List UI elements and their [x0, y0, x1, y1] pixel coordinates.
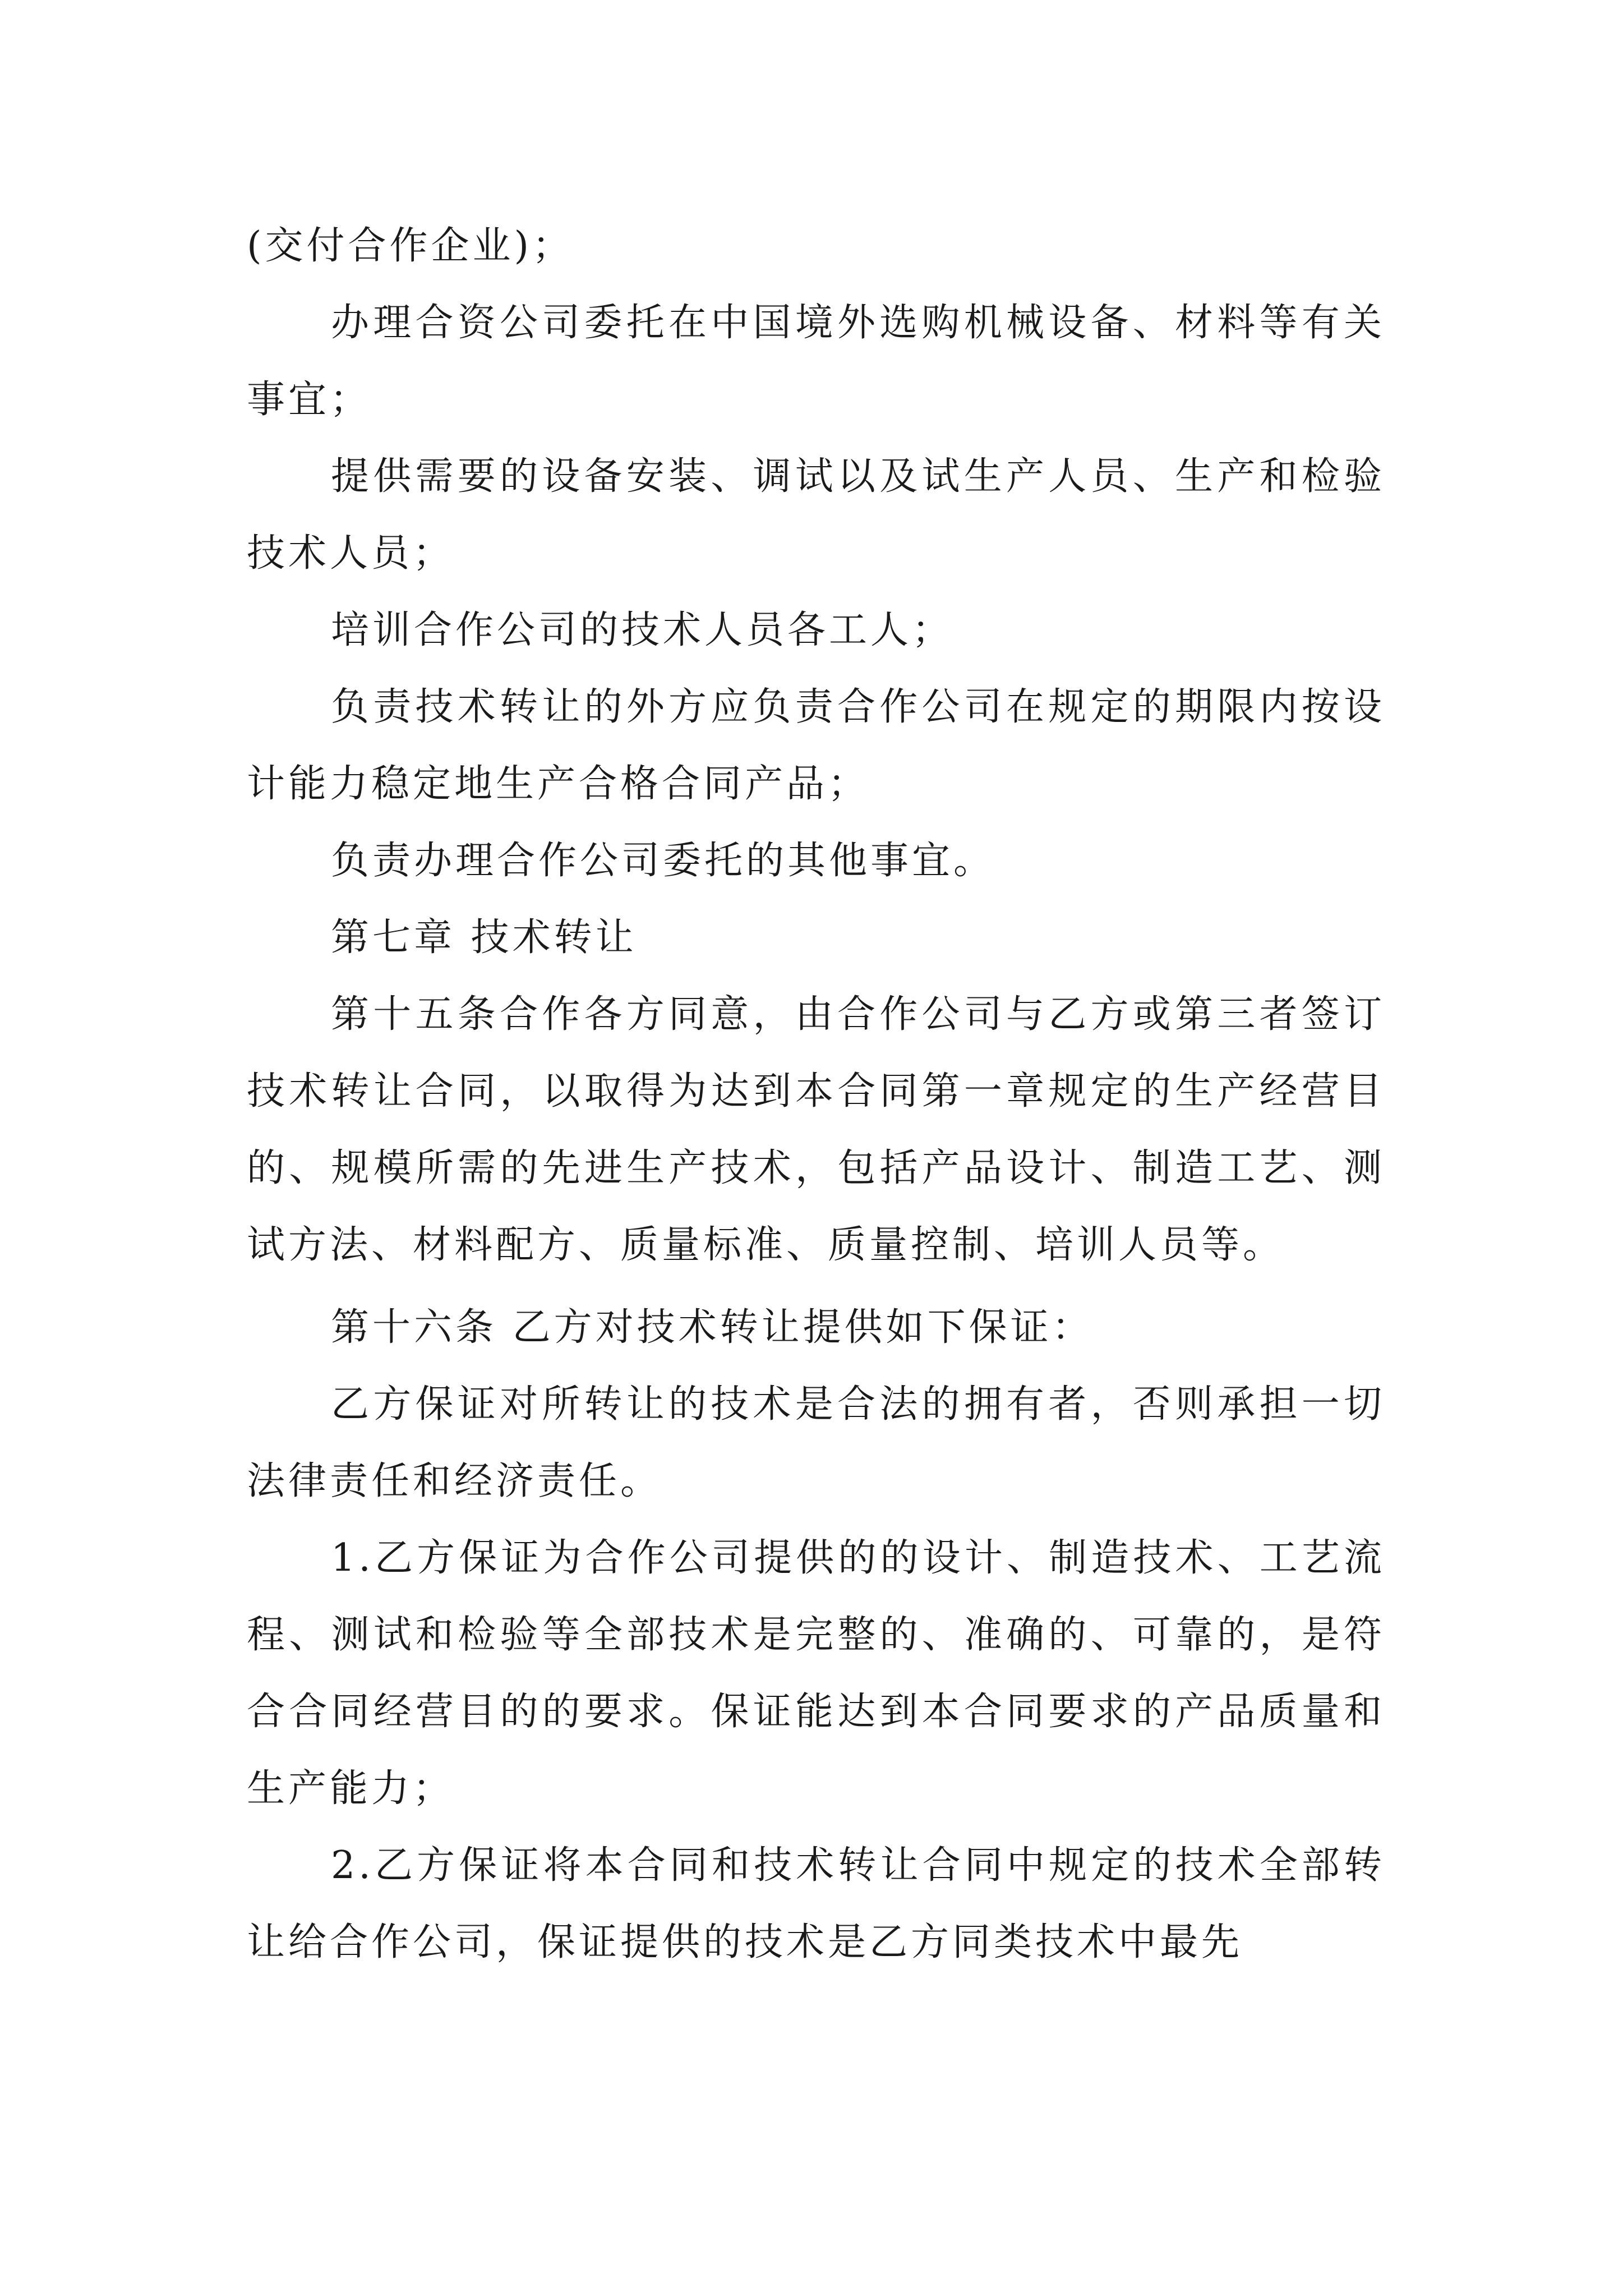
- paragraph: 培训合作公司的技术人员各工人；: [331, 608, 954, 652]
- paragraph: 乙方保证对所转让的技术是合法的拥有者，否则承担一切法律责任和经济责任。: [247, 1382, 1385, 1503]
- paragraph: (交付合作企业)；: [247, 224, 574, 268]
- document-body: [247, 208, 1385, 1981]
- paragraph: 办理合资公司委托在中国境外选购机械设备、材料等有关事宜；: [247, 301, 1385, 422]
- paragraph: 负责办理合作公司委托的其他事宜。: [331, 839, 995, 883]
- paragraph: 负责技术转让的外方应负责合作公司在规定的期限内按设计能力稳定地生产合格合同产品；: [247, 685, 1385, 806]
- article-16-heading: 第十六条 乙方对技术转让提供如下保证：: [331, 1305, 1094, 1350]
- chapter-heading: 第七章 技术转让: [331, 915, 637, 960]
- paragraph: 提供需要的设备安装、调试以及试生产人员、生产和检验技术人员；: [247, 454, 1385, 576]
- article-15: 第十五条合作各方同意，由合作公司与乙方或第三者签订技术转让合同，以取得为达到本合同第一章规定的生产经营目的、规模所需的先进生产技术，包括产品设计、制造工艺、测试方法、材料配方、质量标准、质量控制、培训人员等。: [247, 992, 1385, 1267]
- list-item-1: 1.乙方保证为合作公司提供的的设计、制造技术、工艺流程、测试和检验等全部技术是完整的、准确的、可靠的，是符合合同经营目的的要求。保证能达到本合同要求的产品质量和生产能力；: [247, 1536, 1385, 1811]
- list-item-2: 2.乙方保证将本合同和技术转让合同中规定的技术全部转让给合作公司，保证提供的技术是乙方同类技术中最先: [247, 1843, 1385, 1964]
